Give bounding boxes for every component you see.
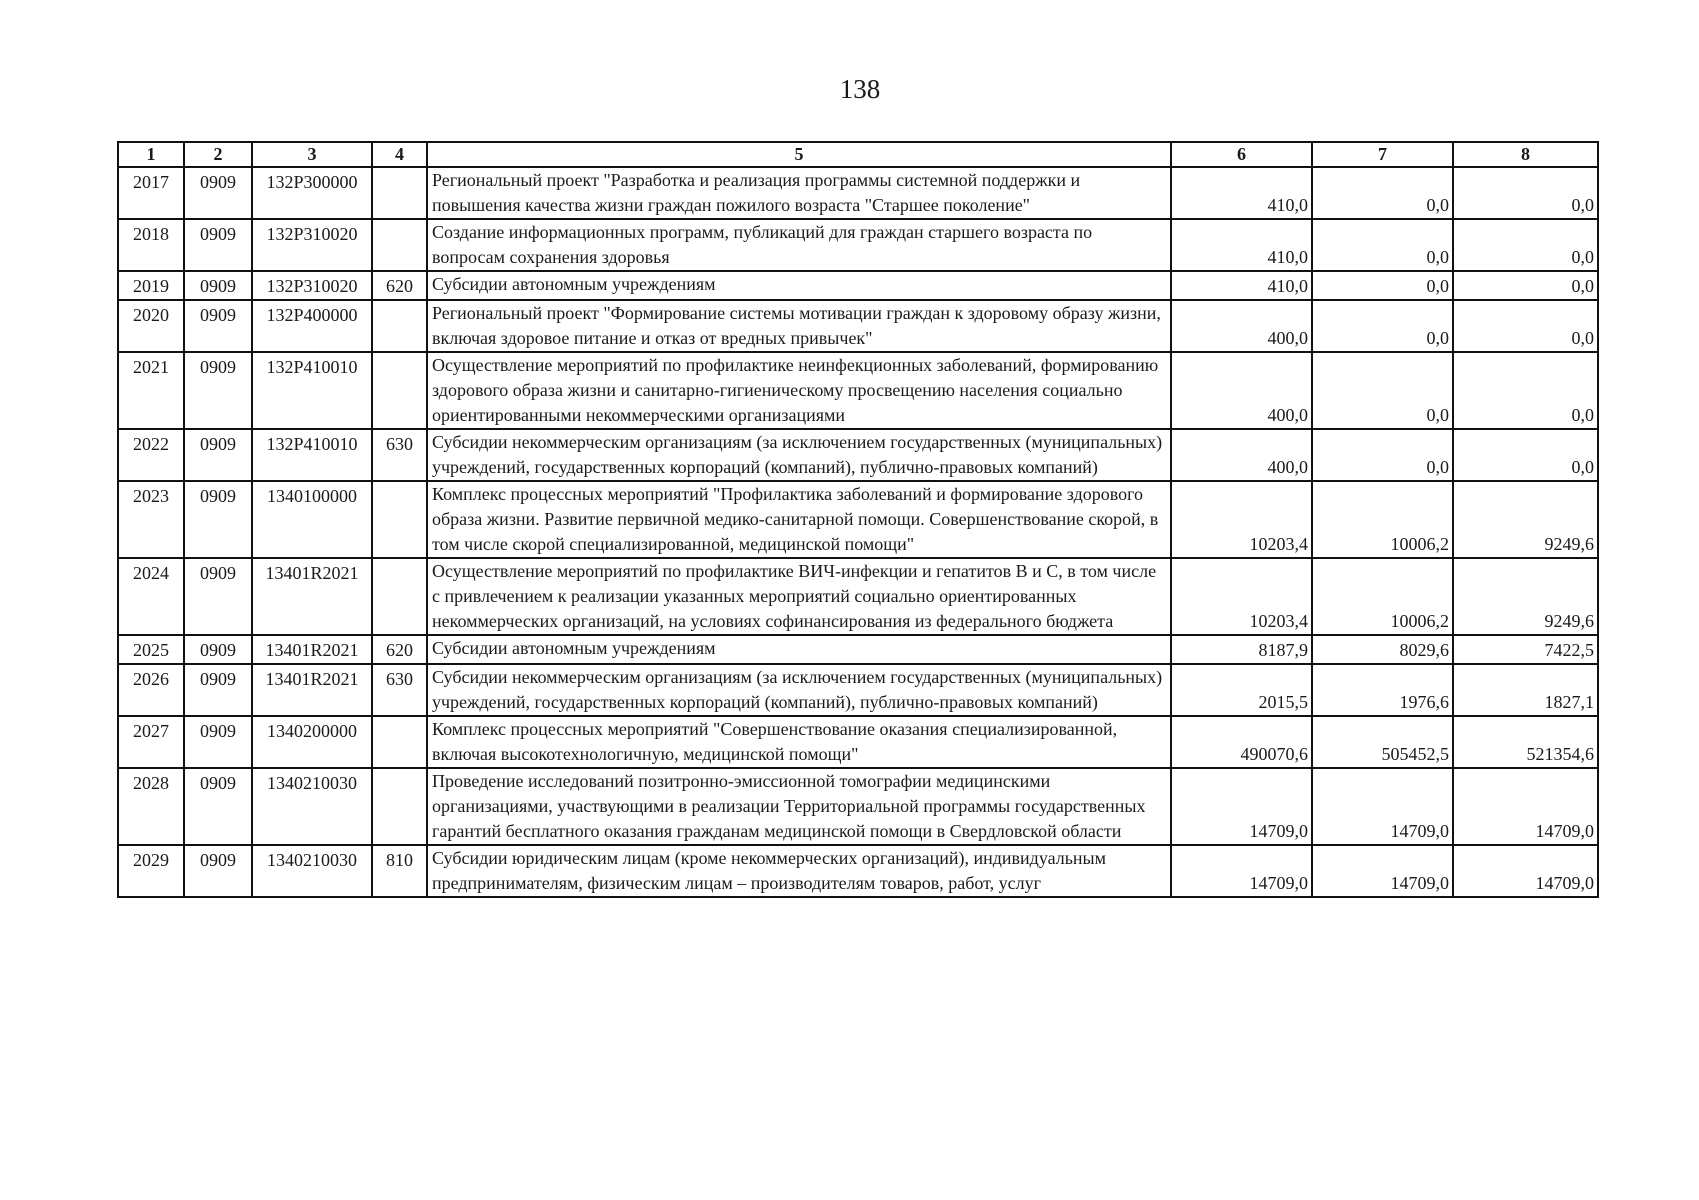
amount-year-2: 10006,2 — [1312, 558, 1453, 635]
target-article-code: 1340100000 — [252, 481, 372, 558]
row-number: 2021 — [118, 352, 184, 429]
row-number: 2029 — [118, 845, 184, 897]
table-row — [118, 429, 1598, 481]
amount-year-2: 0,0 — [1312, 300, 1453, 352]
expense-type-code: 630 — [372, 429, 427, 481]
budget-table — [117, 141, 1599, 898]
table-row — [118, 845, 1598, 897]
amount-year-3: 0,0 — [1453, 271, 1598, 300]
row-number: 2020 — [118, 300, 184, 352]
amount-year-2: 0,0 — [1312, 429, 1453, 481]
amount-year-3: 521354,6 — [1453, 716, 1598, 768]
target-article-code: 132P310020 — [252, 219, 372, 271]
column-header: 4 — [372, 142, 427, 167]
target-article-code: 13401R2021 — [252, 664, 372, 716]
row-number: 2025 — [118, 635, 184, 664]
table-row — [118, 352, 1598, 429]
section-code: 0909 — [184, 352, 252, 429]
amount-year-1: 410,0 — [1171, 167, 1312, 219]
row-number: 2022 — [118, 429, 184, 481]
column-header: 7 — [1312, 142, 1453, 167]
amount-year-2: 14709,0 — [1312, 845, 1453, 897]
amount-year-2: 10006,2 — [1312, 481, 1453, 558]
item-name: Комплекс процессных мероприятий "Профилактика заболеваний и формирование здорового образа жизни. Развитие первичной медико-санитарной помощи. Совершенствование скорой, в том числе скорой специализированной, медицинской помощи" — [427, 481, 1171, 558]
column-header: 3 — [252, 142, 372, 167]
table-row — [118, 635, 1598, 664]
expense-type-code: 810 — [372, 845, 427, 897]
row-number: 2027 — [118, 716, 184, 768]
amount-year-3: 9249,6 — [1453, 558, 1598, 635]
section-code: 0909 — [184, 768, 252, 845]
target-article-code: 132P310020 — [252, 271, 372, 300]
column-header: 5 — [427, 142, 1171, 167]
amount-year-3: 7422,5 — [1453, 635, 1598, 664]
table-row — [118, 558, 1598, 635]
amount-year-1: 490070,6 — [1171, 716, 1312, 768]
column-header: 8 — [1453, 142, 1598, 167]
item-name: Субсидии автономным учреждениям — [427, 635, 1171, 664]
table-row — [118, 664, 1598, 716]
expense-type-code — [372, 352, 427, 429]
section-code: 0909 — [184, 300, 252, 352]
amount-year-2: 0,0 — [1312, 167, 1453, 219]
amount-year-1: 2015,5 — [1171, 664, 1312, 716]
amount-year-1: 410,0 — [1171, 271, 1312, 300]
target-article-code: 132P300000 — [252, 167, 372, 219]
target-article-code: 1340210030 — [252, 845, 372, 897]
amount-year-2: 0,0 — [1312, 271, 1453, 300]
section-code: 0909 — [184, 219, 252, 271]
target-article-code: 132P410010 — [252, 429, 372, 481]
row-number: 2028 — [118, 768, 184, 845]
item-name: Региональный проект "Разработка и реализация программы системной поддержки и повышения качества жизни граждан пожилого возраста "Старшее поколение" — [427, 167, 1171, 219]
amount-year-2: 0,0 — [1312, 352, 1453, 429]
column-header: 1 — [118, 142, 184, 167]
item-name: Осуществление мероприятий по профилактике ВИЧ-инфекции и гепатитов В и С, в том числе с привлечением к реализации указанных мероприятий социально ориентированных некоммерческих организаций, на условиях софинансирования из федерального бюджета — [427, 558, 1171, 635]
amount-year-1: 400,0 — [1171, 300, 1312, 352]
item-name: Субсидии некоммерческим организациям (за исключением государственных (муниципальных) учреждений, государственных корпораций (компаний), публично-правовых компаний) — [427, 664, 1171, 716]
section-code: 0909 — [184, 716, 252, 768]
expense-type-code — [372, 558, 427, 635]
amount-year-3: 9249,6 — [1453, 481, 1598, 558]
target-article-code: 132P400000 — [252, 300, 372, 352]
expense-type-code — [372, 481, 427, 558]
amount-year-1: 14709,0 — [1171, 845, 1312, 897]
section-code: 0909 — [184, 558, 252, 635]
item-name: Осуществление мероприятий по профилактике неинфекционных заболеваний, формированию здорового образа жизни и санитарно-гигиеническому просвещению населения социально ориентированными некоммерческими организациями — [427, 352, 1171, 429]
expense-type-code: 630 — [372, 664, 427, 716]
amount-year-3: 14709,0 — [1453, 845, 1598, 897]
row-number: 2026 — [118, 664, 184, 716]
amount-year-3: 0,0 — [1453, 429, 1598, 481]
section-code: 0909 — [184, 635, 252, 664]
amount-year-2: 8029,6 — [1312, 635, 1453, 664]
amount-year-1: 10203,4 — [1171, 558, 1312, 635]
table-row — [118, 300, 1598, 352]
amount-year-1: 400,0 — [1171, 429, 1312, 481]
table-row — [118, 167, 1598, 219]
target-article-code: 13401R2021 — [252, 635, 372, 664]
expense-type-code: 620 — [372, 635, 427, 664]
row-number: 2023 — [118, 481, 184, 558]
section-code: 0909 — [184, 429, 252, 481]
row-number: 2018 — [118, 219, 184, 271]
section-code: 0909 — [184, 481, 252, 558]
amount-year-1: 400,0 — [1171, 352, 1312, 429]
item-name: Проведение исследований позитронно-эмиссионной томографии медицинскими организациями, участвующими в реализации Территориальной программы государственных гарантий бесплатного оказания гражданам медицинской помощи в Свердловской области — [427, 768, 1171, 845]
column-header: 6 — [1171, 142, 1312, 167]
amount-year-3: 0,0 — [1453, 219, 1598, 271]
target-article-code: 1340210030 — [252, 768, 372, 845]
amount-year-3: 0,0 — [1453, 167, 1598, 219]
header-row — [118, 142, 1598, 167]
item-name: Создание информационных программ, публикаций для граждан старшего возраста по вопросам сохранения здоровья — [427, 219, 1171, 271]
amount-year-1: 410,0 — [1171, 219, 1312, 271]
amount-year-3: 1827,1 — [1453, 664, 1598, 716]
target-article-code: 13401R2021 — [252, 558, 372, 635]
target-article-code: 132P410010 — [252, 352, 372, 429]
section-code: 0909 — [184, 664, 252, 716]
column-header: 2 — [184, 142, 252, 167]
amount-year-2: 1976,6 — [1312, 664, 1453, 716]
section-code: 0909 — [184, 845, 252, 897]
table-row — [118, 768, 1598, 845]
amount-year-1: 10203,4 — [1171, 481, 1312, 558]
expense-type-code — [372, 219, 427, 271]
table-row — [118, 481, 1598, 558]
amount-year-3: 0,0 — [1453, 300, 1598, 352]
target-article-code: 1340200000 — [252, 716, 372, 768]
amount-year-1: 14709,0 — [1171, 768, 1312, 845]
amount-year-2: 14709,0 — [1312, 768, 1453, 845]
row-number: 2017 — [118, 167, 184, 219]
amount-year-2: 0,0 — [1312, 219, 1453, 271]
row-number: 2024 — [118, 558, 184, 635]
section-code: 0909 — [184, 271, 252, 300]
amount-year-2: 505452,5 — [1312, 716, 1453, 768]
amount-year-3: 0,0 — [1453, 352, 1598, 429]
amount-year-1: 8187,9 — [1171, 635, 1312, 664]
item-name: Региональный проект "Формирование системы мотивации граждан к здоровому образу жизни, включая здоровое питание и отказ от вредных привычек" — [427, 300, 1171, 352]
expense-type-code — [372, 167, 427, 219]
page-number: 138 — [839, 74, 881, 104]
expense-type-code: 620 — [372, 271, 427, 300]
section-code: 0909 — [184, 167, 252, 219]
item-name: Субсидии некоммерческим организациям (за исключением государственных (муниципальных) учреждений, государственных корпораций (компаний), публично-правовых компаний) — [427, 429, 1171, 481]
item-name: Субсидии автономным учреждениям — [427, 271, 1171, 300]
item-name: Комплекс процессных мероприятий "Совершенствование оказания специализированной, включая высокотехнологичную, медицинской помощи" — [427, 716, 1171, 768]
expense-type-code — [372, 300, 427, 352]
table-row — [118, 271, 1598, 300]
amount-year-3: 14709,0 — [1453, 768, 1598, 845]
table-row — [118, 716, 1598, 768]
item-name: Субсидии юридическим лицам (кроме некоммерческих организаций), индивидуальным предпринимателям, физическим лицам – производителям товаров, работ, услуг — [427, 845, 1171, 897]
row-number: 2019 — [118, 271, 184, 300]
table-row — [118, 219, 1598, 271]
expense-type-code — [372, 716, 427, 768]
expense-type-code — [372, 768, 427, 845]
